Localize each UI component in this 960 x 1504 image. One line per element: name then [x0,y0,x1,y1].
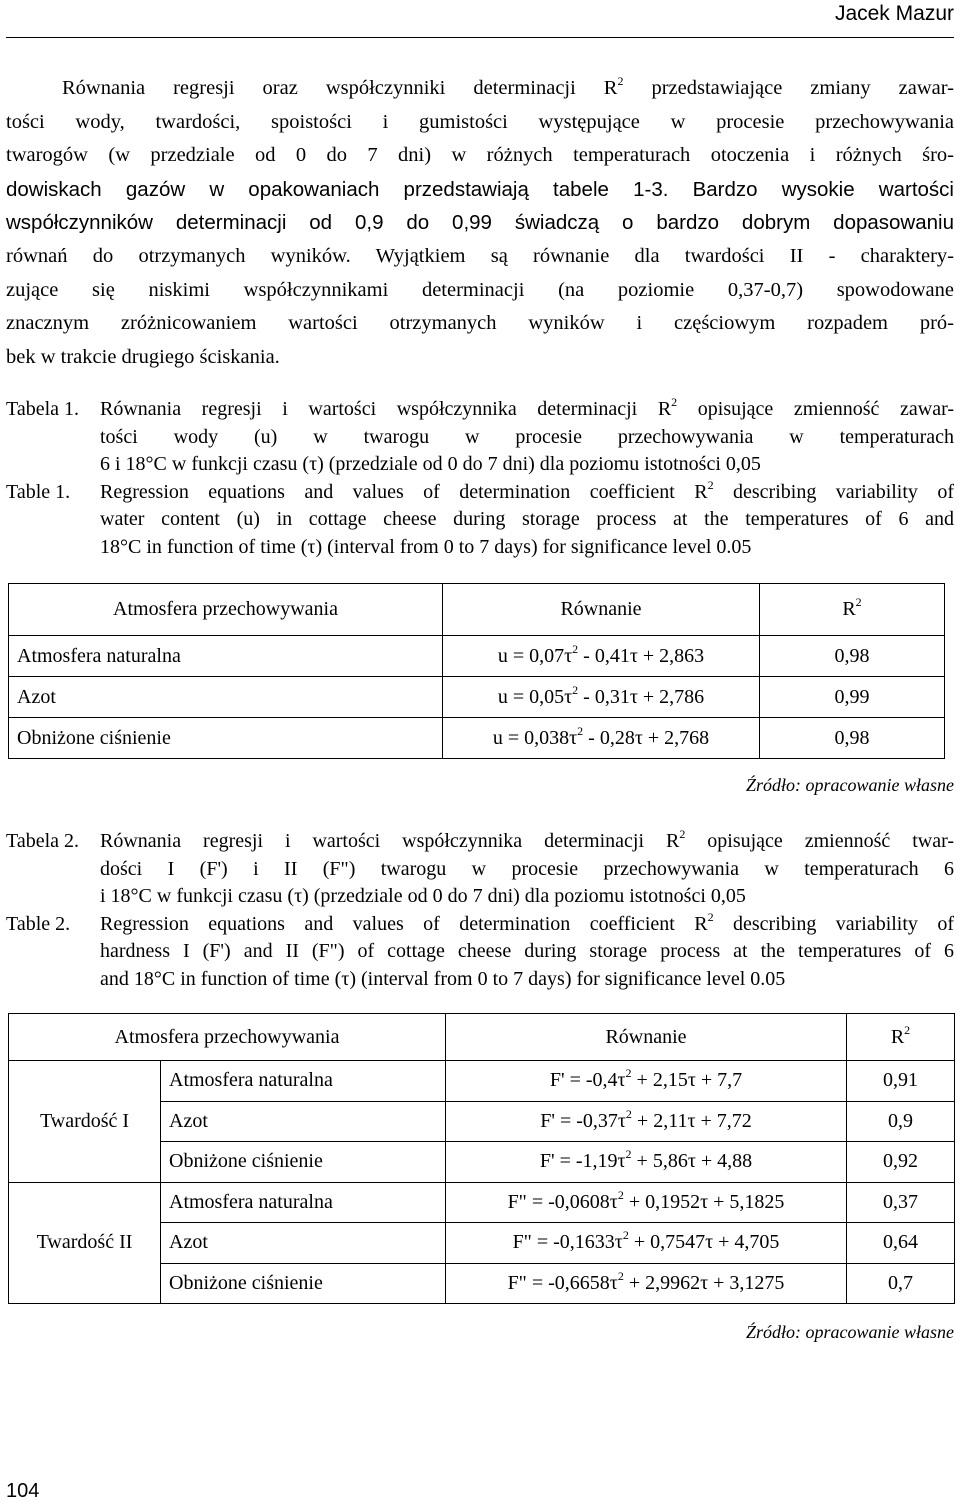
eq-text: F' = -0,37τ [540,1109,626,1132]
eq-text: + 0,7547τ + 4,705 [628,1231,780,1254]
intro-line: tości wody, twardości, spoistości i gumistości występujące w procesie przechowywania [6,110,954,133]
intro-line: dowiskach gazów w opakowaniach przedstawiają tabele 1-3. Bardzo wysokie wartości [6,177,954,201]
superscript: 2 [572,682,579,697]
cell-atmosphere: Atmosfera naturalna [161,1182,446,1223]
superscript: 2 [707,477,714,492]
cell-r2: 0,7 [847,1263,955,1304]
intro-line: twarogów (w przedziale od 0 do 7 dni) w różnych temperaturach otoczenia i różnych śro- [6,144,954,167]
eq-text: - 0,41τ + 2,863 [578,644,705,667]
header-cell-r2 [760,584,945,636]
superscript: 2 [625,1147,632,1162]
eq-text: - 0,31τ + 2,786 [578,685,705,708]
cell-equation [446,1223,847,1264]
cell-equation [446,1061,847,1102]
superscript: 2 [572,641,579,656]
table2-caption-pl [6,828,954,911]
caption-line-text: Regression equations and values of determination coefficient R [100,480,708,503]
eq-text: F' = -0,4τ [549,1069,626,1092]
caption-text [100,828,954,911]
cell-atmosphere: Atmosfera naturalna [161,1061,446,1102]
caption-label: Table 2. [6,912,71,935]
cell-equation [446,1263,847,1304]
table1 [8,583,945,759]
table2-caption [6,828,954,993]
table2-source: Źródło: opracowanie własne [745,1322,954,1342]
cell-atmosphere: Obniżone ciśnienie [9,718,443,759]
caption-line: water content (u) in cottage cheese during storage process at the temperatures of 6 and [100,508,954,530]
cell-atmosphere: Azot [161,1223,446,1264]
caption-line [100,396,954,424]
table1-source: Źródło: opracowanie własne [745,775,954,795]
cell-r2: 0,92 [847,1142,955,1183]
intro-line: równań do otrzymanych wyników. Wyjątkiem są równanie dla twardości II - charaktery- [6,244,954,267]
superscript: 2 [622,1228,629,1243]
eq-text: F" = -0,0608τ [507,1190,618,1213]
table-row [9,1182,955,1223]
header-cell-equation: Równanie [446,1014,847,1061]
header-rule [6,37,954,38]
intro-line: znacznym zróżnicowaniem wartości otrzymanych wyników i częściowym rozpadem pró- [6,312,954,335]
caption-line: and 18°C in function of time (τ) (interval from 0 to 7 days) for significance level 0.05 [100,967,786,990]
cell-group-name: Twardość I [9,1061,161,1183]
caption-line: i 18°C w funkcji czasu (τ) (przedziale od 0 do 7 dni) dla poziomu istotności 0,05 [100,885,746,907]
header-text: R [890,1025,905,1048]
superscript: 2 [625,1066,632,1081]
cell-atmosphere: Obniżone ciśnienie [161,1263,446,1304]
header-cell-atmosphere: Atmosfera przechowywania [9,1014,446,1061]
cell-atmosphere: Azot [9,677,443,718]
cell-r2: 0,64 [847,1223,955,1264]
eq-text: + 2,9962τ + 3,1275 [623,1271,785,1294]
caption-line [100,479,954,507]
caption-line-text: Równania regresji i wartości współczynnika determinacji R [100,830,680,852]
caption-line-text: Regression equations and values of determination coefficient R [100,912,708,935]
table-row [9,1061,955,1102]
caption-line-text: Równania regresji i wartości współczynnika determinacji R [100,398,672,420]
table2 [8,1013,955,1304]
table-row [9,718,945,759]
intro-paragraph [6,72,954,374]
header-cell-r2 [847,1014,955,1061]
cell-r2: 0,99 [760,677,945,718]
superscript: 2 [617,1187,624,1202]
superscript: 2 [707,909,714,924]
header-text: R [842,598,856,620]
eq-text: F" = -0,1633τ [512,1231,623,1254]
caption-line: 18°C in function of time (τ) (interval from 0 to 7 days) for significance level 0.05 [100,535,752,558]
intro-line-text: przedstawiające zmiany zawar- [623,77,954,99]
cell-r2: 0,9 [847,1101,955,1142]
table-row [9,636,945,677]
table-row [9,677,945,718]
cell-atmosphere: Atmosfera naturalna [9,636,443,677]
caption-label: Tabela 2. [6,830,80,852]
cell-r2: 0,91 [847,1061,955,1102]
eq-text: F" = -0,6658τ [507,1271,618,1294]
eq-text: F' = -1,19τ [539,1150,626,1173]
table1-caption-en [6,479,954,562]
caption-text [100,479,954,562]
caption-line-text: describing variability of [713,912,954,935]
caption-line: tości wody (u) w twarogu w procesie przechowywania w temperaturach [100,425,954,448]
intro-line: zujące się niskimi współczynnikami determinacji (na poziomie 0,37-0,7) spowodowane [6,278,954,301]
eq-text: u = 0,07τ [497,644,573,667]
eq-text: + 0,1952τ + 5,1825 [623,1190,785,1213]
eq-text: u = 0,05τ [497,685,573,708]
cell-atmosphere: Obniżone ciśnienie [161,1142,446,1183]
caption-line [100,828,954,856]
cell-r2: 0,37 [847,1182,955,1223]
cell-group-name: Twardość II [9,1182,161,1304]
caption-label: Tabela 1. [6,398,80,420]
superscript: 2 [855,595,862,609]
caption-label: Table 1. [6,480,71,503]
table-header-row [9,584,945,636]
caption-line [100,911,954,939]
cell-equation [446,1142,847,1183]
caption-line-text: opisujące zmienność twar- [685,830,954,852]
superscript: 2 [625,1106,632,1121]
superscript: 2 [617,1268,624,1283]
cell-r2: 0,98 [760,718,945,759]
eq-text: - 0,28τ + 2,768 [583,726,710,749]
caption-line-text: opisujące zmienność zawar- [677,398,954,420]
table1-caption-pl [6,396,954,479]
running-head-author: Jacek Mazur [834,2,954,25]
superscript: 2 [904,1022,911,1037]
eq-text: u = 0,038τ [492,726,578,749]
page-number: 104 [6,1480,40,1502]
eq-text: + 2,11τ + 7,72 [631,1109,752,1132]
intro-line: bek w trakcie drugiego ściskania. [6,345,280,368]
eq-text: + 2,15τ + 7,7 [631,1069,743,1092]
superscript: 2 [617,74,624,88]
intro-line-text: Równania regresji oraz współczynniki determinacji R [62,77,618,99]
cell-atmosphere: Azot [161,1101,446,1142]
caption-text [100,396,954,479]
cell-equation [443,718,760,759]
superscript: 2 [679,827,686,841]
caption-text [100,911,954,994]
cell-equation [446,1101,847,1142]
superscript: 2 [577,723,584,738]
superscript: 2 [671,395,678,409]
cell-equation [443,677,760,718]
table2-caption-en [6,911,954,994]
table-header-row [9,1014,955,1061]
header-cell-equation: Równanie [443,584,760,636]
header-cell-atmosphere: Atmosfera przechowywania [9,584,443,636]
intro-line: współczynników determinacji od 0,9 do 0,99 świadczą o bardzo dobrym dopasowaniu [6,211,954,235]
caption-line: hardness I (F') and II (F") of cottage cheese during storage process at the temperatures of 6 [100,940,954,962]
caption-line: 6 i 18°C w funkcji czasu (τ) (przedziale od 0 do 7 dni) dla poziomu istotności 0,05 [100,453,761,475]
eq-text: + 5,86τ + 4,88 [631,1150,753,1173]
caption-line-text: describing variability of [713,480,954,503]
cell-r2: 0,98 [760,636,945,677]
table1-caption [6,396,954,561]
caption-line: dości I (F') i II (F") twarogu w procesie przechowywania w temperaturach 6 [100,857,954,880]
cell-equation [446,1182,847,1223]
intro-line [6,72,954,106]
cell-equation [443,636,760,677]
